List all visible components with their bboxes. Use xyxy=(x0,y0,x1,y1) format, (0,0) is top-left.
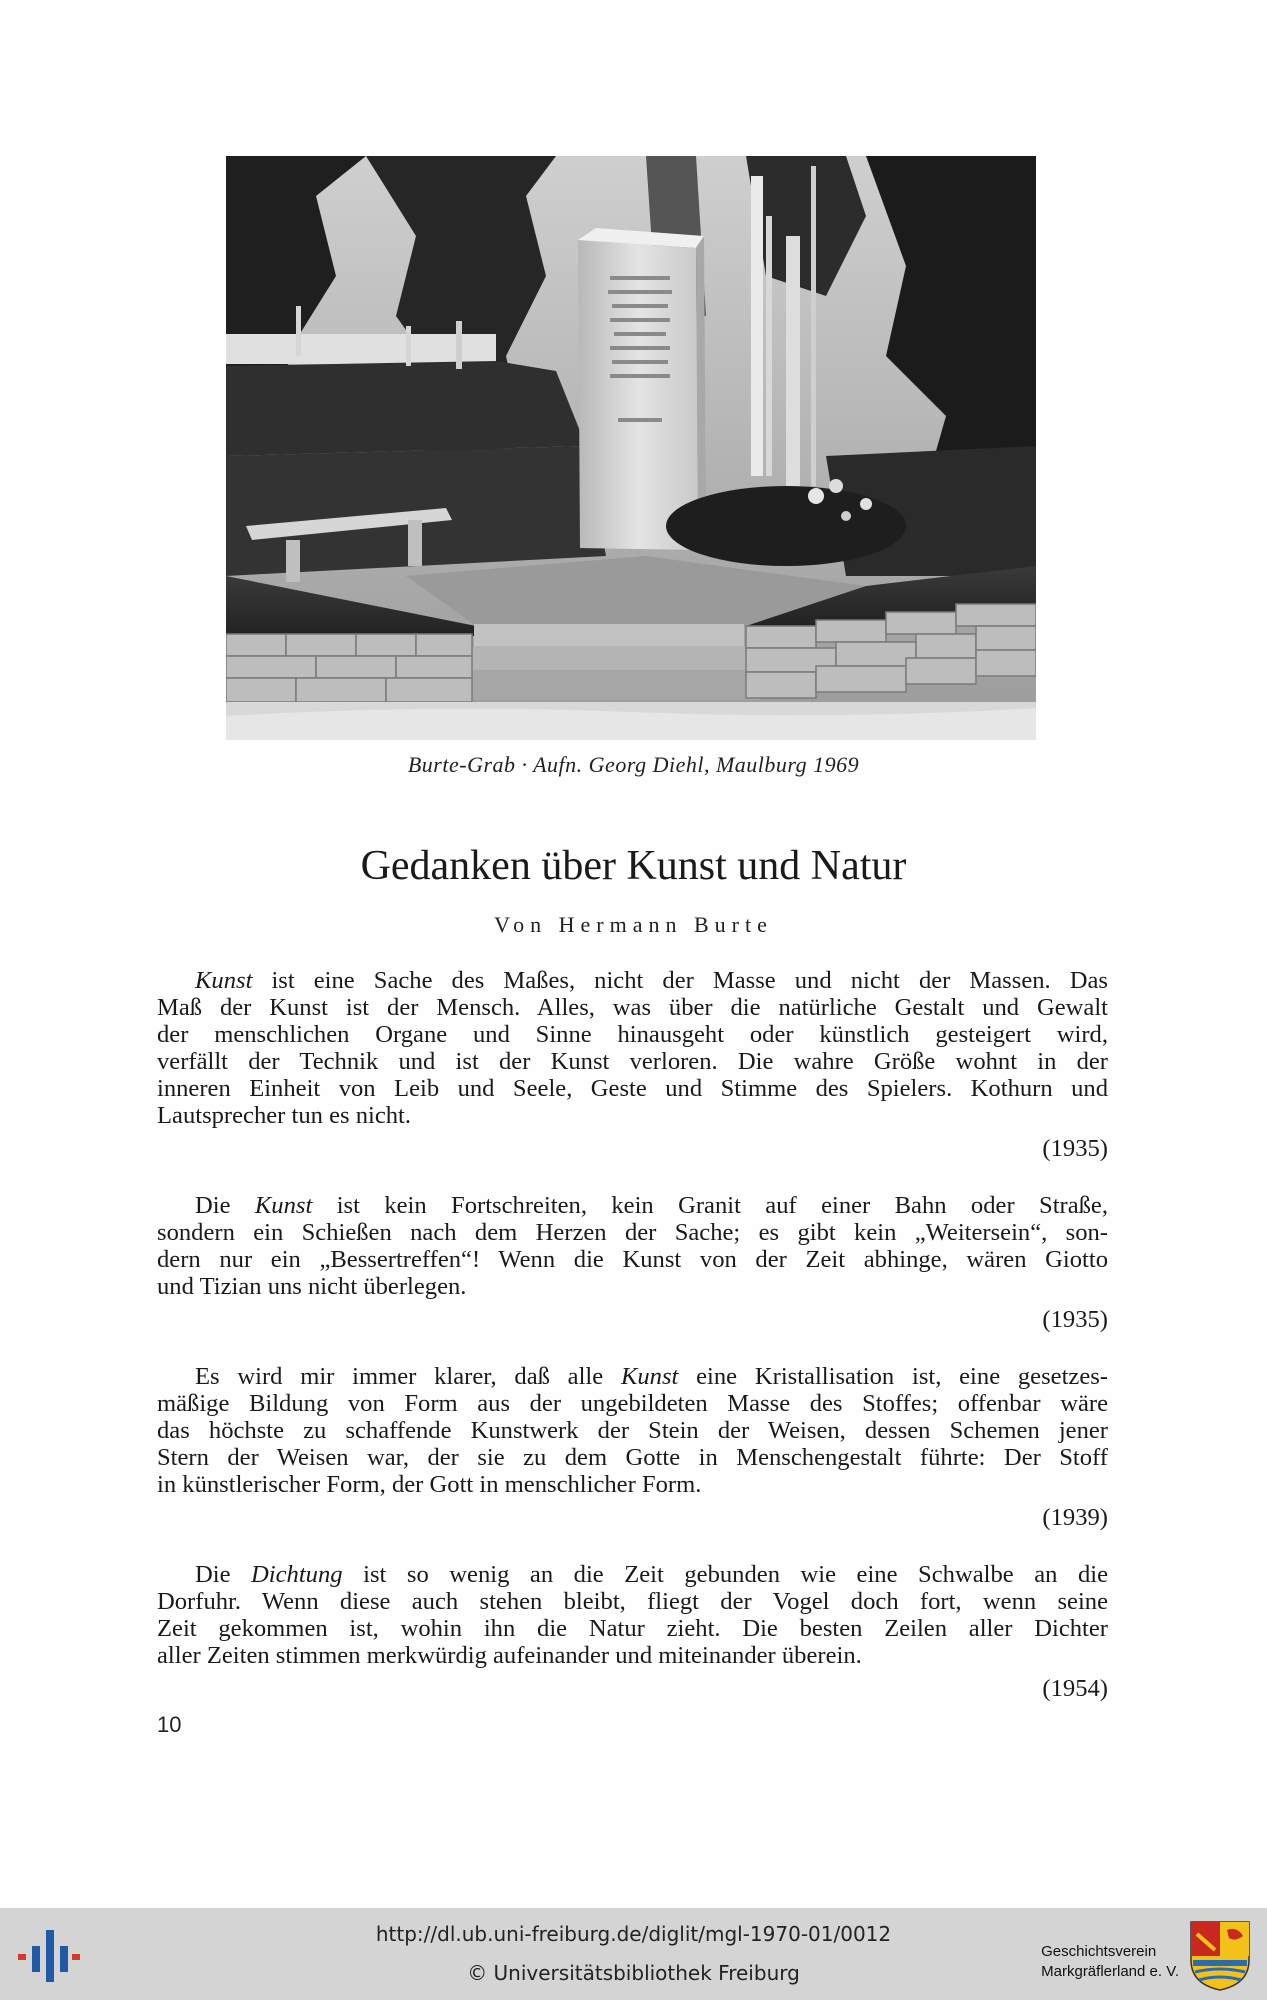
text-line: mäßige Bildung von Form aus der ungebildeten Masse des Stoffes; offenbar wäre xyxy=(157,1390,1108,1417)
text-line: Lautsprecher tun es nicht. xyxy=(157,1102,412,1129)
emphasis-kunst: Kunst xyxy=(254,1192,313,1219)
text-line: dern nur ein „Bessertreffen“! Wenn die Kunst von der Zeit abhinge, wären Giotto xyxy=(157,1246,1108,1273)
page-number: 10 xyxy=(157,1712,182,1737)
grave-photograph xyxy=(226,156,1036,740)
text-line: das höchste zu schaffende Kunstwerk der Stein der Weisen, dessen Schemen jener xyxy=(157,1417,1108,1444)
article-title: Gedanken über Kunst und Natur xyxy=(360,843,907,889)
text-line: Zeit gekommen ist, wohin ihn die Natur zieht. Die besten Zeilen aller Dichter xyxy=(157,1615,1108,1642)
footer-copyright: © Universitätsbibliothek Freiburg xyxy=(467,1961,800,1985)
society-line-1: Geschichtsverein xyxy=(1041,1943,1157,1960)
text-line: Die Kunst ist kein Fortschreiten, kein Granit auf einer Bahn oder Straße, xyxy=(195,1192,1108,1219)
emphasis-dichtung: Dichtung xyxy=(251,1561,343,1588)
paragraph xyxy=(157,1561,1108,1702)
text-line: Es wird mir immer klarer, daß alle Kunst eine Kristallisation ist, eine gesetzes- xyxy=(195,1363,1109,1390)
paragraph-year: (1935) xyxy=(1042,1135,1108,1162)
photo-caption: Burte-Grab · Aufn. Georg Diehl, Maulburg 1969 xyxy=(407,752,860,777)
text-line: Maß der Kunst ist der Mensch. Alles, was über die natürliche Gestalt und Gewalt xyxy=(157,994,1108,1021)
text-line: aller Zeiten stimmen merkwürdig aufeinander und miteinander überein. xyxy=(157,1642,862,1669)
paragraph-year: (1954) xyxy=(1042,1675,1108,1702)
text-line: sondern ein Schießen nach dem Herzen der Sache; es gibt kein „Weitersein“, son- xyxy=(157,1219,1108,1246)
footer-bar xyxy=(0,1908,1267,2000)
article-body xyxy=(157,967,1108,1702)
text-line: und Tizian uns nicht überlegen. xyxy=(157,1273,467,1300)
text-line: der menschlichen Organe und Sinne hinausgeht oder künstlich gesteigert wird, xyxy=(157,1021,1108,1048)
emphasis-kunst: Kunst xyxy=(195,967,253,994)
text-line: verfällt der Technik und ist der Kunst verloren. Die wahre Größe wohnt in der xyxy=(157,1048,1108,1075)
paragraph-year: (1939) xyxy=(1042,1504,1108,1531)
coat-of-arms-icon xyxy=(1189,1920,1251,1992)
photo-illustration xyxy=(226,156,1036,740)
text-line: Kunst ist eine Sache des Maßes, nicht der Masse und nicht der Massen. Das xyxy=(195,967,1108,994)
footer-url[interactable]: http://dl.ub.uni-freiburg.de/diglit/mgl-1970-01/0012 xyxy=(375,1922,892,1946)
paragraph xyxy=(157,1363,1108,1531)
society-line-2: Markgräflerland e. V. xyxy=(1041,1963,1179,1980)
society-name xyxy=(1041,1942,1179,1982)
emphasis-kunst: Kunst xyxy=(620,1363,679,1390)
text-line: Die Dichtung ist so wenig an die Zeit gebunden wie eine Schwalbe an die xyxy=(195,1561,1108,1588)
paragraph xyxy=(157,967,1108,1162)
paragraph xyxy=(157,1192,1108,1333)
text-line: inneren Einheit von Leib und Seele, Geste und Stimme des Spielers. Kothurn und xyxy=(157,1075,1108,1102)
text-line: in künstlerischer Form, der Gott in menschlicher Form. xyxy=(157,1471,702,1498)
paragraph-year: (1935) xyxy=(1042,1306,1108,1333)
article-author: Von Hermann Burte xyxy=(494,912,773,937)
text-line: Stern der Weisen war, der sie zu dem Gotte in Menschengestalt führte: Der Stoff xyxy=(157,1444,1108,1471)
text-line: Dorfuhr. Wenn diese auch stehen bleibt, fliegt der Vogel doch fort, wenn seine xyxy=(157,1588,1108,1615)
